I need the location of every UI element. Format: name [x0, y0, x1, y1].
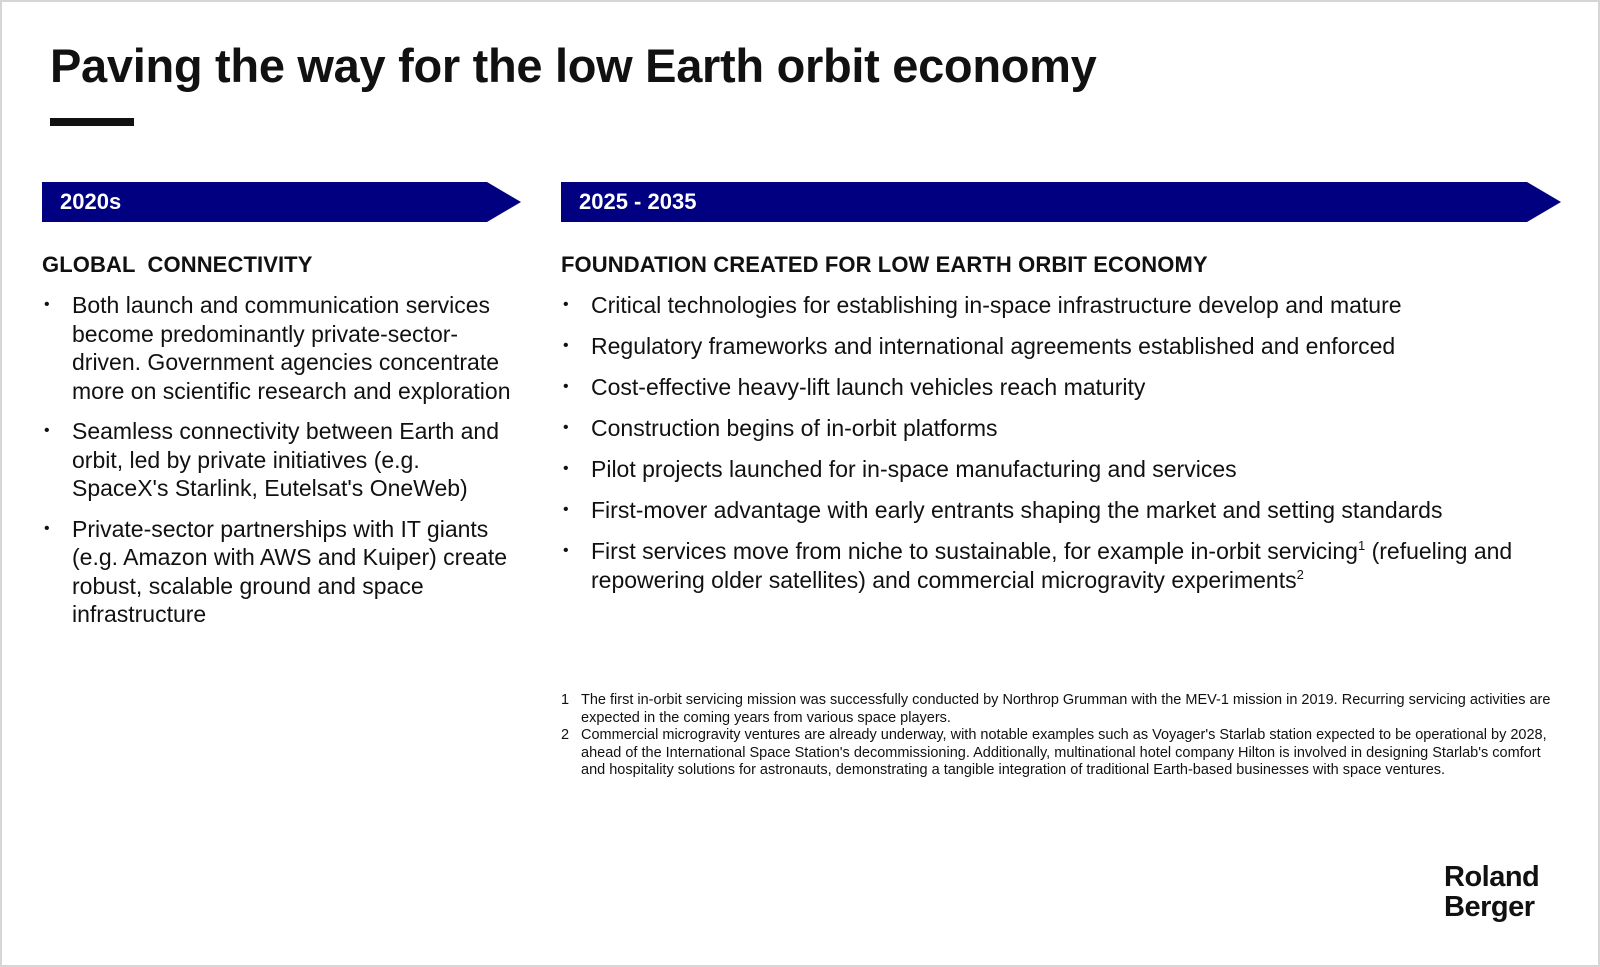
bullet-text: Construction begins of in-orbit platforms — [591, 415, 998, 441]
list-item — [42, 291, 522, 405]
footnote-ref-1: 1 — [1357, 538, 1366, 553]
bullet-text: (refueling and repowering older satellites) and commercial microgravity experiments — [591, 538, 1513, 593]
footnote-text: Commercial microgravity ventures are already underway, with notable examples such as Voyager's Starlab station expected to be operational by 2028, ahead of the International Space Station's decommissioning. Additionally, multinational hotel company Hilton is involved in designing Starlab's comfort and hospitality solutions for astronauts, demonstrating a tangible integration of traditional Earth-based businesses with space ventures. — [581, 727, 1547, 778]
list-item — [561, 496, 1571, 525]
bullet-text: Private-sector partnerships with IT giants (e.g. Amazon with AWS and Kuiper) create robust, scalable ground and space infrastructure — [72, 515, 508, 627]
footnote-1 — [561, 692, 1561, 727]
footnote-2 — [561, 727, 1561, 780]
list-item — [561, 373, 1571, 402]
footnote-ref-2: 2 — [1296, 566, 1304, 582]
bullet-text: First services move from niche to sustainable, for example in-orbit servicing — [591, 538, 1358, 564]
bullet-dot: • — [44, 519, 50, 537]
footnote-text: The first in-orbit servicing mission was successfully conducted by Northrop Grumman with the MEV-1 mission in 2019. Recurring servicing activities are expected in the coming years from various space players. — [581, 692, 1551, 726]
right-column-heading: FOUNDATION CREATED FOR LOW EARTH ORBIT ECONOMY — [561, 252, 1208, 277]
title-underline — [50, 118, 134, 126]
list-item — [42, 417, 522, 503]
bullet-dot: • — [563, 419, 569, 436]
list-item — [561, 455, 1571, 484]
bullet-dot: • — [44, 296, 50, 313]
left-column-heading: GLOBAL CONNECTIVITY — [42, 252, 313, 277]
bullet-text: Pilot projects launched for in-space manufacturing and services — [591, 456, 1237, 482]
bullet-text: Seamless connectivity between Earth and orbit, led by private initiatives (e.g. SpaceX's Starlink, Eutelsat's OneWeb) — [72, 418, 500, 501]
left-bullet-list — [42, 291, 522, 641]
list-item — [561, 414, 1571, 443]
logo-line-1: Roland — [1444, 861, 1540, 893]
footnote-number: 1 — [561, 692, 570, 708]
banner-label: 2020s — [60, 189, 122, 214]
bullet-dot: • — [563, 542, 569, 559]
bullet-text: Critical technologies for establishing in-space infrastructure develop and mature — [591, 292, 1402, 318]
banner-arrow-shape — [561, 182, 1561, 222]
page-title: Paving the way for the low Earth orbit economy — [50, 39, 1097, 92]
list-item — [561, 537, 1571, 594]
banner-2020s — [42, 182, 521, 222]
bullet-text: Regulatory frameworks and international agreements established and enforced — [591, 333, 1396, 359]
bullet-dot: • — [563, 296, 569, 313]
banner-2025-2035 — [561, 182, 1561, 222]
right-bullet-list — [561, 291, 1571, 607]
bullet-dot: • — [563, 501, 569, 518]
logo-line-2: Berger — [1444, 891, 1535, 923]
footnote-number: 2 — [561, 727, 570, 743]
bullet-dot: • — [563, 337, 569, 354]
list-item — [42, 515, 522, 629]
roland-berger-logo — [1444, 862, 1539, 922]
footnotes — [561, 692, 1561, 780]
bullet-dot: • — [44, 422, 50, 439]
bullet-dot: • — [563, 460, 569, 477]
list-item — [561, 291, 1571, 320]
bullet-text: Cost-effective heavy-lift launch vehicles reach maturity — [591, 374, 1146, 400]
bullet-text: First-mover advantage with early entrants shaping the market and setting standards — [591, 497, 1443, 523]
bullet-text: Both launch and communication services become predominantly private-sector-driven. Government agencies concentrate more on scientific research and exploration — [72, 292, 511, 404]
list-item — [561, 332, 1571, 361]
banner-label: 2025 - 2035 — [579, 189, 697, 214]
bullet-dot: • — [563, 378, 569, 395]
